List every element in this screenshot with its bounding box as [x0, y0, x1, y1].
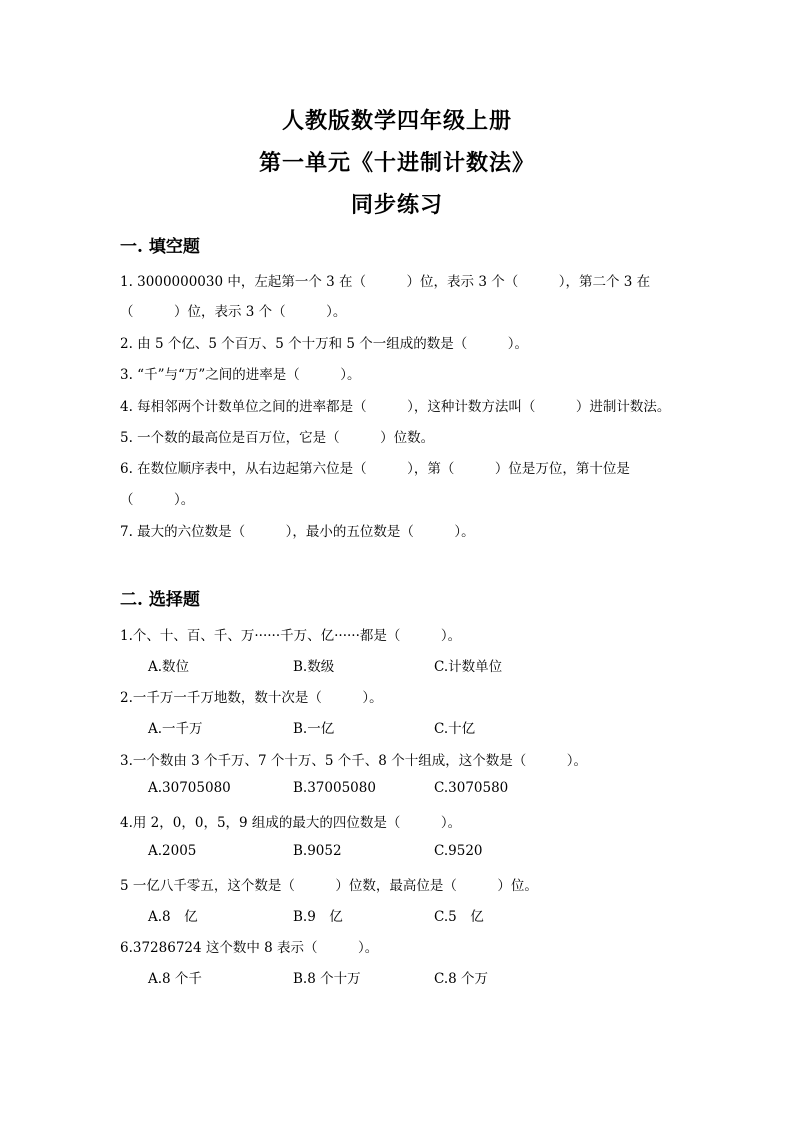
fill-blank-line: 7. 最大的六位数是（ ），最小的五位数是（ ）。: [120, 524, 475, 540]
option-a: A.8 个千: [148, 971, 202, 987]
fill-blank-line: 6. 在数位顺序表中，从右边起第六位是（ ），第（ ）位是万位，第十位是: [120, 461, 630, 477]
document-title: 人教版数学四年级上册: [281, 108, 512, 134]
question-text: 6.37286724 这个数中 8 表示（ ）。: [120, 940, 379, 956]
option-c: C.8 个万: [434, 971, 489, 987]
fill-blank-line: 4. 每相邻两个计数单位之间的进率都是（ ），这种计数方法叫（ ）进制计数法。: [120, 399, 671, 415]
fill-blank-line: 3. “千”与“万”之间的进率是（ ）。: [120, 367, 361, 383]
option-b: B.一亿: [293, 721, 335, 737]
option-a: A.30705080: [148, 780, 231, 796]
option-b: B.9052: [293, 843, 342, 859]
question-text: 2.一千万一千万地数，数十次是（ ）。: [120, 690, 383, 706]
question-text: 4.用 2，0，0，5，9 组成的最大的四位数是（ ）。: [120, 815, 462, 831]
option-c: C.3070580: [434, 780, 509, 796]
option-a: A.8 亿: [148, 909, 198, 925]
section-heading-multiple-choice: 二. 选择题: [120, 590, 200, 610]
document-subtitle: 第一单元《十进制计数法》: [258, 150, 535, 176]
option-b: B.8 个十万: [293, 971, 361, 987]
option-b: B.9 亿: [293, 909, 343, 925]
question-text: 3.一个数由 3 个千万、7 个十万、5 个千、8 个十组成，这个数是（ ）。: [120, 753, 587, 769]
option-a: A.数位: [148, 659, 190, 675]
option-c: C.5 亿: [434, 909, 484, 925]
question-text: 1.个、十、百、千、万······千万、亿······都是（ ）。: [120, 628, 462, 644]
option-a: A.2005: [148, 843, 197, 859]
document-subtitle-2: 同步练习: [350, 192, 443, 218]
fill-blank-line: 1. 3000000030 中，左起第一个 3 在（ ）位，表示 3 个（ ），第二个 3 在: [120, 274, 651, 290]
section-heading-fill-blank: 一. 填空题: [120, 237, 200, 257]
option-c: C.9520: [434, 843, 483, 859]
option-a: A.一千万: [148, 721, 203, 737]
option-b: B.数级: [293, 659, 335, 675]
fill-blank-line: 2. 由 5 个亿、5 个百万、5 个十万和 5 个一组成的数是（ ）。: [120, 336, 529, 352]
option-b: B.37005080: [293, 780, 376, 796]
option-c: C.十亿: [434, 721, 476, 737]
fill-blank-line: （ ）位，表示 3 个（ ）。: [120, 304, 347, 320]
option-c: C.计数单位: [434, 659, 503, 675]
question-text: 5 一亿八千零五，这个数是（ ）位数，最高位是（ ）位。: [120, 878, 538, 894]
fill-blank-line: （ ）。: [120, 492, 195, 508]
fill-blank-line: 5. 一个数的最高位是百万位，它是（ ）位数。: [120, 430, 435, 446]
